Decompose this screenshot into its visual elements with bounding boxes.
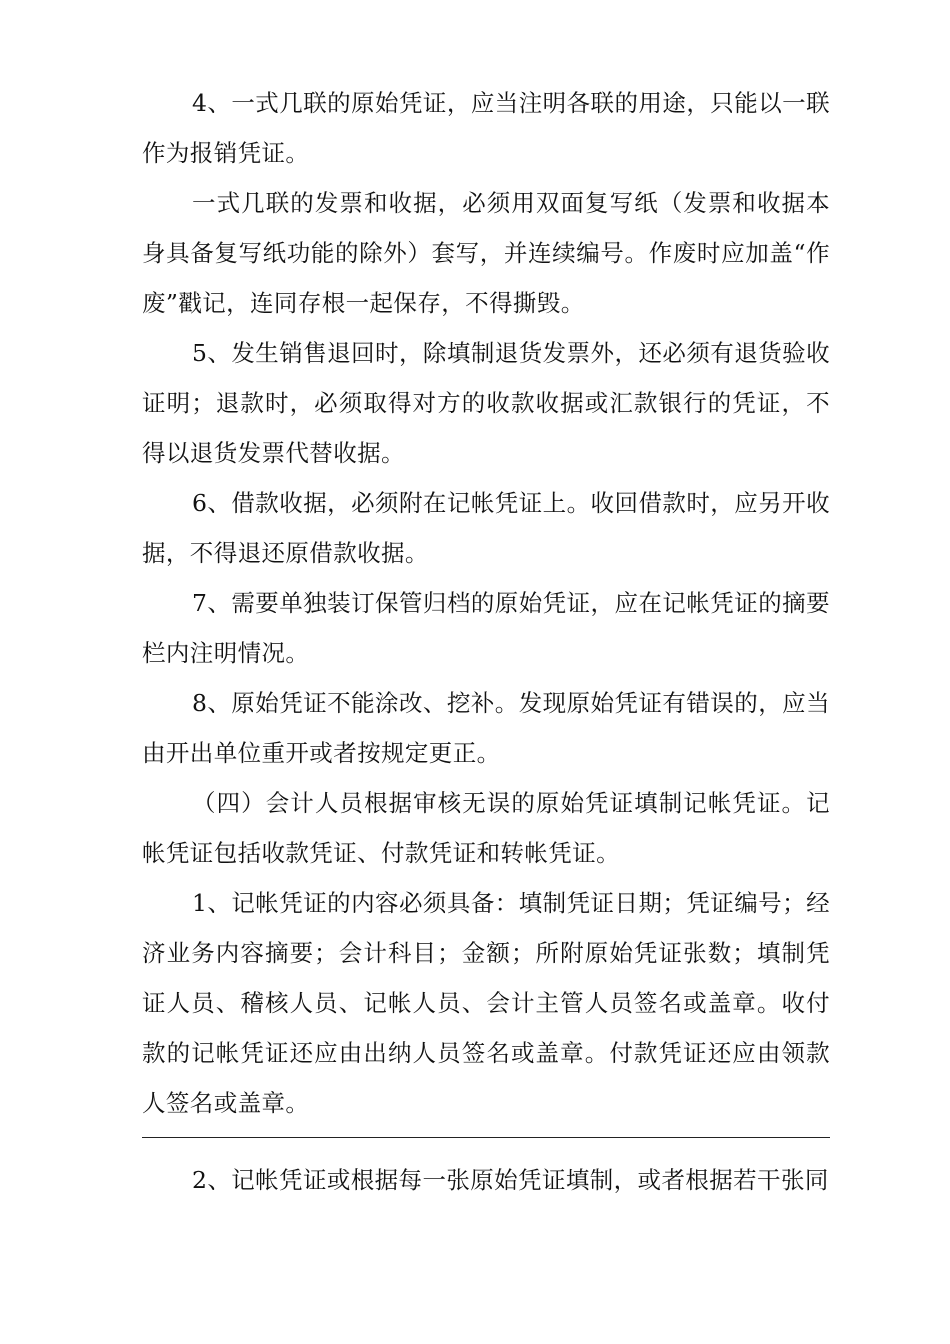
paragraph-item-5: 5、发生销售退回时，除填制退货发票外，还必须有退货验收证明；退款时，必须取得对方的收款收据或汇款银行的凭证，不得以退货发票代替收据。 <box>142 339 830 467</box>
paragraph-item-4: 4、一式几联的原始凭证，应当注明各联的用途，只能以一联作为报销凭证。 <box>142 89 830 167</box>
paragraph-item-6: 6、借款收据，必须附在记帐凭证上。收回借款时，应另开收据，不得退还原借款收据。 <box>142 489 830 567</box>
paragraph-multi-copy-invoice: 一式几联的发票和收据，必须用双面复写纸（发票和收据本身具备复写纸功能的除外）套写，并连续编号。作废时应加盖“作废”戳记，连同存根一起保存，不得撕毁。 <box>142 189 830 317</box>
document-body <box>142 78 830 1128</box>
page-divider <box>142 1137 830 1138</box>
paragraph-item-8: 8、原始凭证不能涂改、挖补。发现原始凭证有错误的，应当由开出单位重开或者按规定更正。 <box>142 689 830 767</box>
paragraph-voucher-item-2: 2、记帐凭证或根据每一张原始凭证填制，或者根据若干张同 <box>192 1166 829 1194</box>
paragraph-item-7: 7、需要单独装订保管归档的原始凭证，应在记帐凭证的摘要栏内注明情况。 <box>142 589 830 667</box>
next-page-body <box>142 1155 830 1205</box>
paragraph-section-4: （四）会计人员根据审核无误的原始凭证填制记帐凭证。记帐凭证包括收款凭证、付款凭证和转帐凭证。 <box>142 789 830 867</box>
paragraph-voucher-item-1: 1、记帐凭证的内容必须具备：填制凭证日期；凭证编号；经济业务内容摘要；会计科目；金额；所附原始凭证张数；填制凭证人员、稽核人员、记帐人员、会计主管人员签名或盖章。收付款的记帐凭证还应由出纳人员签名或盖章。付款凭证还应由领款人签名或盖章。 <box>142 889 830 1117</box>
